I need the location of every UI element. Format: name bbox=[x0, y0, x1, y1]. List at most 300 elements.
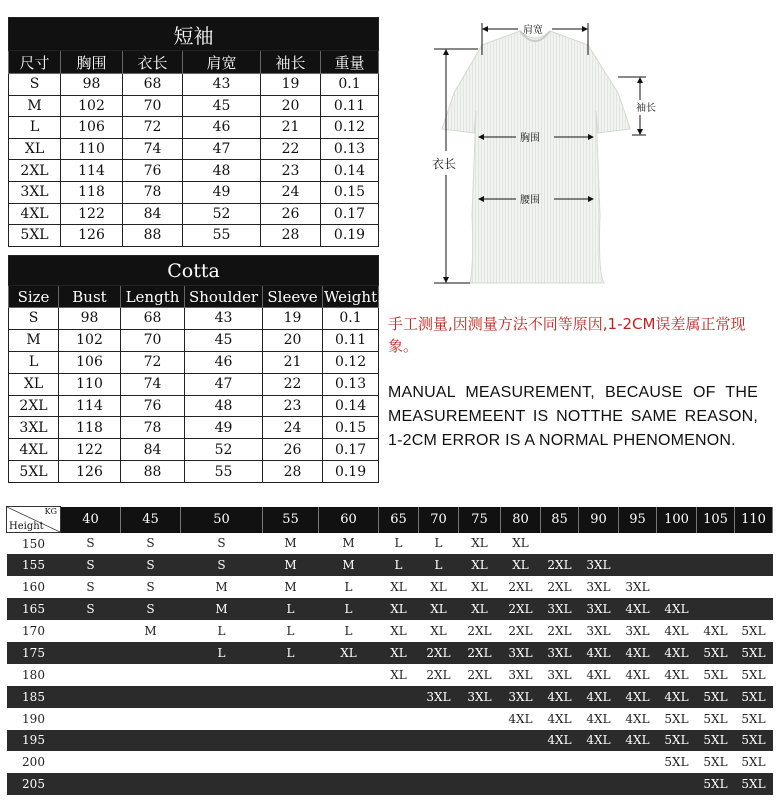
height-cell: 175 bbox=[7, 642, 61, 664]
value-cell: 19 bbox=[261, 74, 321, 96]
height-cell: 170 bbox=[7, 620, 61, 642]
weight-header: 55 bbox=[263, 507, 319, 533]
table-row bbox=[9, 95, 379, 117]
value-cell: 0.1 bbox=[323, 308, 379, 330]
size-cell: 4XL bbox=[579, 642, 619, 664]
value-cell: 21 bbox=[261, 117, 321, 139]
size-cell: 4XL bbox=[9, 203, 61, 225]
size-cell bbox=[181, 664, 263, 686]
chart-row bbox=[7, 751, 773, 773]
size-cell: 4XL bbox=[619, 598, 657, 620]
size-cell bbox=[379, 686, 419, 708]
size-cell bbox=[181, 773, 263, 795]
size-cell bbox=[501, 751, 541, 773]
chart-row bbox=[7, 708, 773, 730]
size-cell bbox=[319, 751, 379, 773]
chart-corner-header bbox=[7, 507, 61, 533]
size-cell: 2XL bbox=[501, 620, 541, 642]
size-cell: 3XL bbox=[501, 642, 541, 664]
value-cell: 48 bbox=[183, 160, 261, 182]
value-cell: 0.12 bbox=[321, 117, 379, 139]
column-header: Length bbox=[121, 286, 185, 308]
value-cell: 48 bbox=[185, 395, 263, 417]
value-cell: 28 bbox=[261, 225, 321, 247]
size-cell: S bbox=[121, 598, 181, 620]
chart-row bbox=[7, 576, 773, 598]
height-cell: 185 bbox=[7, 686, 61, 708]
weight-unit-label: KG bbox=[44, 507, 57, 516]
size-cell: XL bbox=[379, 664, 419, 686]
size-cell: 2XL bbox=[9, 160, 61, 182]
size-cell: 4XL bbox=[657, 664, 697, 686]
value-cell: 88 bbox=[121, 461, 185, 483]
value-cell: 20 bbox=[261, 95, 321, 117]
size-cell: 5XL bbox=[657, 751, 697, 773]
table-row bbox=[9, 351, 379, 373]
value-cell: 78 bbox=[121, 417, 185, 439]
size-cell bbox=[61, 686, 121, 708]
value-cell: 49 bbox=[183, 181, 261, 203]
value-cell: 22 bbox=[263, 373, 323, 395]
size-table-english bbox=[8, 255, 379, 483]
size-cell: M bbox=[263, 533, 319, 555]
size-cell: 4XL bbox=[579, 730, 619, 752]
size-cell: L bbox=[181, 620, 263, 642]
column-header: 尺寸 bbox=[9, 51, 61, 74]
size-cell: 4XL bbox=[579, 708, 619, 730]
size-cell bbox=[379, 730, 419, 752]
size-cell bbox=[379, 751, 419, 773]
chart-row bbox=[7, 773, 773, 795]
table-row bbox=[9, 329, 379, 351]
value-cell: 0.15 bbox=[321, 181, 379, 203]
size-cell bbox=[61, 751, 121, 773]
table-row bbox=[9, 395, 379, 417]
size-cell: 5XL bbox=[657, 708, 697, 730]
size-cell: 4XL bbox=[9, 439, 59, 461]
size-cell: M bbox=[9, 329, 59, 351]
value-cell: 28 bbox=[263, 461, 323, 483]
value-cell: 22 bbox=[261, 138, 321, 160]
size-cell: 2XL bbox=[541, 576, 579, 598]
size-cell: 5XL bbox=[697, 730, 735, 752]
size-cell: M bbox=[181, 598, 263, 620]
size-cell bbox=[263, 751, 319, 773]
size-cell bbox=[263, 708, 319, 730]
size-cell bbox=[579, 773, 619, 795]
size-cell bbox=[419, 708, 459, 730]
size-cell: XL bbox=[379, 598, 419, 620]
size-cell: 4XL bbox=[619, 686, 657, 708]
size-cell bbox=[121, 708, 181, 730]
size-cell: XL bbox=[459, 576, 501, 598]
size-cell: 3XL bbox=[619, 576, 657, 598]
size-cell: 2XL bbox=[459, 664, 501, 686]
size-cell: XL bbox=[379, 576, 419, 598]
weight-header: 50 bbox=[181, 507, 263, 533]
shoulder-label: 肩宽 bbox=[523, 25, 543, 36]
size-cell: 5XL bbox=[697, 664, 735, 686]
size-cell: 5XL bbox=[735, 642, 773, 664]
size-cell: XL bbox=[379, 642, 419, 664]
size-cell: 5XL bbox=[735, 730, 773, 752]
value-cell: 84 bbox=[123, 203, 183, 225]
weight-header: 110 bbox=[735, 507, 773, 533]
size-cell bbox=[579, 751, 619, 773]
value-cell: 88 bbox=[123, 225, 183, 247]
size-cell bbox=[319, 730, 379, 752]
value-cell: 26 bbox=[261, 203, 321, 225]
size-cell: 5XL bbox=[9, 225, 61, 247]
weight-header: 75 bbox=[459, 507, 501, 533]
size-cell: 2XL bbox=[9, 395, 59, 417]
size-cell: 4XL bbox=[657, 642, 697, 664]
size-cell: L bbox=[263, 620, 319, 642]
value-cell: 43 bbox=[185, 308, 263, 330]
size-cell bbox=[121, 773, 181, 795]
size-cell: S bbox=[121, 554, 181, 576]
table-title: 短袖 bbox=[9, 18, 379, 51]
value-cell: 114 bbox=[59, 395, 121, 417]
size-cell: 2XL bbox=[501, 598, 541, 620]
measurement-note-english: MANUAL MEASUREMENT, BECAUSE OF THE MEASUREMEENT IS NOTTHE SAME REASON, 1-2CM ERROR IS A NORMAL PHENOMENON. bbox=[388, 384, 758, 449]
size-cell bbox=[121, 730, 181, 752]
value-cell: 0.14 bbox=[323, 395, 379, 417]
size-cell: S bbox=[61, 554, 121, 576]
size-cell: XL bbox=[379, 620, 419, 642]
size-cell bbox=[61, 642, 121, 664]
size-cell bbox=[419, 773, 459, 795]
height-weight-size-chart bbox=[6, 506, 773, 795]
size-cell: XL bbox=[419, 620, 459, 642]
size-cell bbox=[541, 533, 579, 555]
column-header: Shoulder bbox=[185, 286, 263, 308]
size-cell: 3XL bbox=[501, 686, 541, 708]
table-row bbox=[9, 203, 379, 225]
height-cell: 195 bbox=[7, 730, 61, 752]
table-row bbox=[9, 138, 379, 160]
size-cell: 2XL bbox=[459, 620, 501, 642]
size-cell: 2XL bbox=[459, 642, 501, 664]
size-cell: 4XL bbox=[541, 730, 579, 752]
weight-header: 40 bbox=[61, 507, 121, 533]
size-cell: 4XL bbox=[619, 708, 657, 730]
chart-row bbox=[7, 533, 773, 555]
weight-header: 100 bbox=[657, 507, 697, 533]
value-cell: 68 bbox=[121, 308, 185, 330]
size-cell bbox=[697, 576, 735, 598]
value-cell: 68 bbox=[123, 74, 183, 96]
size-cell: 3XL bbox=[419, 686, 459, 708]
length-label: 衣长 bbox=[432, 157, 457, 171]
size-cell: S bbox=[181, 554, 263, 576]
size-cell: L bbox=[419, 554, 459, 576]
weight-header: 45 bbox=[121, 507, 181, 533]
size-cell: M bbox=[263, 576, 319, 598]
size-cell bbox=[181, 751, 263, 773]
size-cell: XL bbox=[9, 138, 61, 160]
size-cell bbox=[657, 533, 697, 555]
size-cell bbox=[619, 533, 657, 555]
value-cell: 110 bbox=[61, 138, 123, 160]
value-cell: 55 bbox=[183, 225, 261, 247]
value-cell: 98 bbox=[61, 74, 123, 96]
height-cell: 160 bbox=[7, 576, 61, 598]
value-cell: 43 bbox=[183, 74, 261, 96]
size-cell bbox=[541, 751, 579, 773]
chest-label: 胸围 bbox=[520, 133, 540, 144]
value-cell: 70 bbox=[123, 95, 183, 117]
size-cell: L bbox=[263, 642, 319, 664]
size-cell bbox=[419, 730, 459, 752]
value-cell: 106 bbox=[59, 351, 121, 373]
size-cell: 4XL bbox=[541, 708, 579, 730]
weight-header: 80 bbox=[501, 507, 541, 533]
value-cell: 0.17 bbox=[323, 439, 379, 461]
size-cell: S bbox=[181, 533, 263, 555]
size-cell: L bbox=[379, 554, 419, 576]
value-cell: 45 bbox=[185, 329, 263, 351]
value-cell: 110 bbox=[59, 373, 121, 395]
size-cell: 5XL bbox=[735, 751, 773, 773]
sleeve-label: 袖长 bbox=[636, 103, 656, 114]
size-cell: 3XL bbox=[9, 417, 59, 439]
size-cell: 3XL bbox=[541, 664, 579, 686]
size-cell bbox=[459, 730, 501, 752]
weight-header: 70 bbox=[419, 507, 459, 533]
size-cell bbox=[263, 686, 319, 708]
value-cell: 72 bbox=[121, 351, 185, 373]
value-cell: 52 bbox=[185, 439, 263, 461]
height-cell: 180 bbox=[7, 664, 61, 686]
size-cell bbox=[61, 773, 121, 795]
height-cell: 200 bbox=[7, 751, 61, 773]
size-cell: M bbox=[181, 576, 263, 598]
size-cell: 4XL bbox=[619, 730, 657, 752]
height-cell: 155 bbox=[7, 554, 61, 576]
size-cell bbox=[657, 773, 697, 795]
size-cell bbox=[419, 751, 459, 773]
size-cell: M bbox=[121, 620, 181, 642]
size-cell: L bbox=[319, 620, 379, 642]
size-cell bbox=[263, 773, 319, 795]
value-cell: 45 bbox=[183, 95, 261, 117]
value-cell: 0.12 bbox=[323, 351, 379, 373]
chart-row bbox=[7, 686, 773, 708]
size-cell: 3XL bbox=[501, 664, 541, 686]
size-cell bbox=[61, 664, 121, 686]
size-cell bbox=[61, 730, 121, 752]
size-cell: 4XL bbox=[501, 708, 541, 730]
size-cell bbox=[657, 576, 697, 598]
table-row bbox=[9, 225, 379, 247]
size-cell: XL bbox=[459, 533, 501, 555]
size-cell: 3XL bbox=[9, 181, 61, 203]
value-cell: 49 bbox=[185, 417, 263, 439]
value-cell: 102 bbox=[59, 329, 121, 351]
size-cell: 4XL bbox=[619, 642, 657, 664]
size-cell: 3XL bbox=[541, 598, 579, 620]
weight-header: 105 bbox=[697, 507, 735, 533]
value-cell: 72 bbox=[123, 117, 183, 139]
height-cell: 205 bbox=[7, 773, 61, 795]
chart-row bbox=[7, 620, 773, 642]
value-cell: 98 bbox=[59, 308, 121, 330]
value-cell: 46 bbox=[183, 117, 261, 139]
value-cell: 55 bbox=[185, 461, 263, 483]
size-cell bbox=[619, 773, 657, 795]
value-cell: 0.19 bbox=[321, 225, 379, 247]
weight-header: 85 bbox=[541, 507, 579, 533]
chart-row bbox=[7, 554, 773, 576]
height-axis-label: Height bbox=[9, 521, 44, 532]
size-cell: 4XL bbox=[619, 664, 657, 686]
column-header: Bust bbox=[59, 286, 121, 308]
value-cell: 0.13 bbox=[321, 138, 379, 160]
size-cell bbox=[735, 533, 773, 555]
value-cell: 23 bbox=[261, 160, 321, 182]
size-cell: L bbox=[9, 117, 61, 139]
size-cell bbox=[121, 751, 181, 773]
size-cell: S bbox=[9, 308, 59, 330]
size-cell: S bbox=[121, 533, 181, 555]
size-cell: 4XL bbox=[579, 664, 619, 686]
value-cell: 21 bbox=[263, 351, 323, 373]
value-cell: 0.11 bbox=[323, 329, 379, 351]
size-cell bbox=[121, 686, 181, 708]
size-cell bbox=[263, 664, 319, 686]
tshirt-icon bbox=[442, 31, 630, 283]
value-cell: 114 bbox=[61, 160, 123, 182]
size-cell bbox=[501, 773, 541, 795]
size-cell: 5XL bbox=[9, 461, 59, 483]
column-header: Sleeve bbox=[263, 286, 323, 308]
value-cell: 126 bbox=[59, 461, 121, 483]
table-row bbox=[9, 308, 379, 330]
chart-row bbox=[7, 642, 773, 664]
size-cell bbox=[379, 708, 419, 730]
size-cell: 5XL bbox=[697, 773, 735, 795]
chart-row bbox=[7, 730, 773, 752]
size-cell: XL bbox=[319, 642, 379, 664]
size-cell: 5XL bbox=[735, 620, 773, 642]
size-cell bbox=[697, 533, 735, 555]
waist-label: 腰围 bbox=[520, 195, 540, 206]
column-header: 重量 bbox=[321, 51, 379, 74]
size-cell: L bbox=[419, 533, 459, 555]
size-cell: XL bbox=[459, 554, 501, 576]
weight-header: 60 bbox=[319, 507, 379, 533]
measurement-note-chinese: 手工测量,因测量方法不同等原因,1-2CM误差属正常现象。 bbox=[388, 315, 746, 355]
table-row bbox=[9, 181, 379, 203]
value-cell: 84 bbox=[121, 439, 185, 461]
column-header: Size bbox=[9, 286, 59, 308]
size-cell bbox=[657, 554, 697, 576]
size-cell: XL bbox=[419, 598, 459, 620]
size-cell: S bbox=[61, 576, 121, 598]
value-cell: 78 bbox=[123, 181, 183, 203]
size-cell: 5XL bbox=[735, 773, 773, 795]
value-cell: 74 bbox=[123, 138, 183, 160]
size-cell: 3XL bbox=[541, 642, 579, 664]
measurement-diagram bbox=[420, 15, 656, 295]
value-cell: 76 bbox=[123, 160, 183, 182]
size-cell: L bbox=[319, 598, 379, 620]
size-cell: M bbox=[319, 533, 379, 555]
value-cell: 0.13 bbox=[323, 373, 379, 395]
value-cell: 0.11 bbox=[321, 95, 379, 117]
size-cell: 2XL bbox=[419, 642, 459, 664]
size-cell bbox=[619, 751, 657, 773]
size-cell: 5XL bbox=[697, 686, 735, 708]
size-cell bbox=[263, 730, 319, 752]
height-cell: 165 bbox=[7, 598, 61, 620]
size-cell: 5XL bbox=[697, 642, 735, 664]
column-header: 肩宽 bbox=[183, 51, 261, 74]
value-cell: 118 bbox=[59, 417, 121, 439]
size-cell: L bbox=[181, 642, 263, 664]
size-cell: L bbox=[319, 576, 379, 598]
size-cell: 3XL bbox=[619, 620, 657, 642]
table-row bbox=[9, 373, 379, 395]
height-cell: 150 bbox=[7, 533, 61, 555]
size-cell bbox=[459, 751, 501, 773]
value-cell: 0.14 bbox=[321, 160, 379, 182]
value-cell: 52 bbox=[183, 203, 261, 225]
size-cell: M bbox=[9, 95, 61, 117]
table-row bbox=[9, 417, 379, 439]
size-cell: 3XL bbox=[459, 686, 501, 708]
size-cell: 5XL bbox=[735, 708, 773, 730]
size-cell bbox=[181, 730, 263, 752]
value-cell: 19 bbox=[263, 308, 323, 330]
size-cell: S bbox=[9, 74, 61, 96]
height-cell: 190 bbox=[7, 708, 61, 730]
size-cell bbox=[181, 686, 263, 708]
value-cell: 0.1 bbox=[321, 74, 379, 96]
size-cell: 3XL bbox=[579, 598, 619, 620]
column-header: 胸围 bbox=[61, 51, 123, 74]
size-cell: 2XL bbox=[419, 664, 459, 686]
size-cell: S bbox=[61, 533, 121, 555]
value-cell: 46 bbox=[185, 351, 263, 373]
value-cell: 0.15 bbox=[323, 417, 379, 439]
weight-header: 90 bbox=[579, 507, 619, 533]
size-cell bbox=[121, 664, 181, 686]
size-cell: 4XL bbox=[657, 686, 697, 708]
size-cell: S bbox=[121, 576, 181, 598]
value-cell: 76 bbox=[121, 395, 185, 417]
size-cell bbox=[319, 773, 379, 795]
size-cell bbox=[735, 576, 773, 598]
value-cell: 74 bbox=[121, 373, 185, 395]
value-cell: 118 bbox=[61, 181, 123, 203]
value-cell: 0.17 bbox=[321, 203, 379, 225]
size-cell bbox=[541, 773, 579, 795]
weight-header: 65 bbox=[379, 507, 419, 533]
column-header: 袖长 bbox=[261, 51, 321, 74]
size-cell: 4XL bbox=[579, 686, 619, 708]
value-cell: 70 bbox=[121, 329, 185, 351]
value-cell: 20 bbox=[263, 329, 323, 351]
size-cell bbox=[501, 730, 541, 752]
size-cell bbox=[459, 773, 501, 795]
size-cell: XL bbox=[9, 373, 59, 395]
value-cell: 47 bbox=[185, 373, 263, 395]
size-cell: M bbox=[263, 554, 319, 576]
size-cell: XL bbox=[501, 533, 541, 555]
value-cell: 0.19 bbox=[323, 461, 379, 483]
